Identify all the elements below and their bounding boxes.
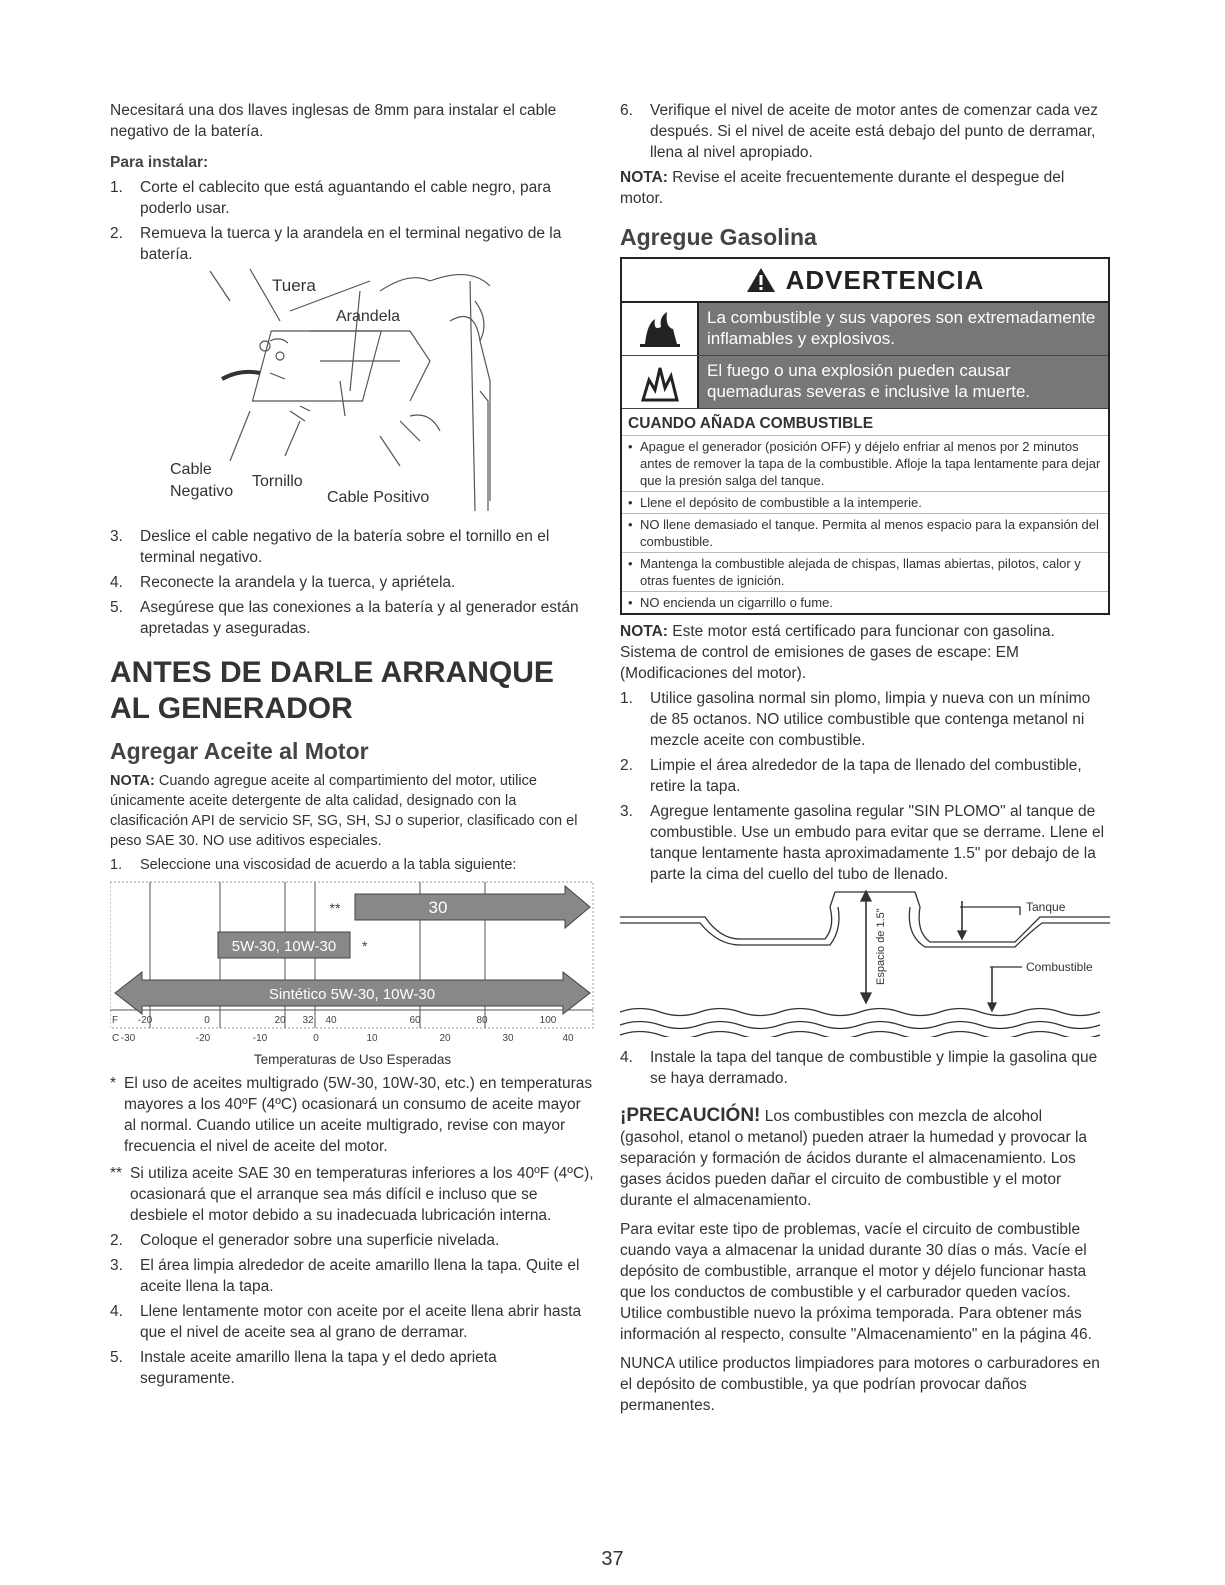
label-combustible: Combustible [1026,960,1093,974]
warning-row [622,303,1108,356]
warning-message: El fuego o una explosión pueden causar quemaduras severas e inclusive la muerte. [699,356,1108,408]
oil-note: NOTA: Cuando agregue aceite al compartimiento del motor, utilice únicamente aceite detergente de alta calidad, designado con la clasificación API de servicio SF, SG, SH, SJ o superior, clasificado con el peso SAE 30. NO use aditivos especiales. [110,773,578,849]
c-tick: 10 [366,1033,378,1044]
oil-heading: Agregar Aceite al Motor [110,738,369,764]
note: NOTA: Revise el aceite frecuentemente durante el despegue del motor. [620,169,1065,207]
flame-icon [622,303,699,355]
label-cable-negativo-1: Cable [170,461,212,478]
warning-header [622,259,1108,303]
oil-step: 3. El área limpia alrededor de aceite amarillo llena la tapa. Quite el aceite llena la tapa. [110,1257,580,1295]
c-unit: C [112,1033,120,1044]
label-arandela: Arandela [336,308,401,325]
storage-paragraph: Para evitar este tipo de problemas, vacíe el circuito de combustible cuando vaya a almacenar la unidad durante 30 días o más. Vacíe el depósito de combustible, arranque el motor y déjelo funcionar hasta que los conductos de combustible y el carburador queden vacíos. Utilice combustible nuevo la próxima temporada. Para obtener más información al respecto, consulte "Almacenamiento" en la página 46. [620,1221,1092,1343]
warning-box [620,257,1110,615]
warning-subheading: CUANDO AÑADA COMBUSTIBLE [628,415,874,432]
label-espacio: Espacio de 1.5" [875,908,887,985]
viscosity-chart [110,880,595,1050]
f-tick: 20 [274,1015,286,1026]
label-cable-positivo: Cable Positivo [327,489,430,506]
warning-title: ADVERTENCIA [785,264,985,295]
explosion-icon [622,356,699,408]
footnote: ** Si utiliza aceite SAE 30 en temperaturas inferiores a los 40ºF (4ºC), ocasionará que el arranque sea más difícil e incluso que se desbiele el motor debido a su inadecuada lubricación interna. [110,1165,594,1224]
label-tornillo: Tornillo [252,473,303,490]
bar-30-mark: ** [329,900,341,916]
install-heading: Para instalar: [110,154,209,171]
bar-30-label: 30 [428,898,448,917]
warning-bullet: • Apague el generador (posición OFF) y déjelo enfriar al menos por 2 minutos antes de remover la tapa de la combustible. Afloje la tapa lentamente para dejar que la presión salga del tanque. [622,435,1108,491]
warning-bullet: • Llene el depósito de combustible a la intemperie. [622,491,1108,513]
page-number: 37 [601,1548,624,1570]
gas-step: 2. Limpie el área alrededor de la tapa de llenado del combustible, retire la tapa. [620,757,1082,795]
oil-step: 4. Llene lentamente motor con aceite por el aceite llena abrir hasta que el nivel de aceite sea al grano de derramar. [110,1303,582,1341]
warning-bullet: • NO encienda un cigarrillo o fume. [622,591,1108,613]
note: NOTA: Este motor está certificado para funcionar con gasolina. Sistema de control de emisiones de gases de escape: EM (Modificaciones del motor). [620,623,1055,682]
f-tick: 40 [325,1015,337,1026]
fuel-tank-figure [620,887,1110,1037]
f-tick: 80 [476,1015,488,1026]
bar-5w30-mark: * [362,938,368,954]
battery-terminal-figure [110,261,595,526]
left-column [110,100,595,1389]
f-tick: 32 [302,1015,314,1026]
gas-step: 1. Utilice gasolina normal sin plomo, limpia y nueva con un mínimo de 85 octanos. NO utilice combustible que contenga metanol ni mezcle aceite con combustible. [620,690,1091,749]
right-column [620,100,1110,1416]
oil-step: 1. Seleccione una viscosidad de acuerdo a la tabla siguiente: [110,857,517,873]
install-step: 1. Corte el cablecito que está aguantando el cable negro, para poderlo usar. [110,179,552,217]
warning-bullet: • NO llene demasiado el tanque. Permita al menos espacio para la expansión del combustible. [622,513,1108,552]
oil-step: 5. Instale aceite amarillo llena la tapa y el dedo aprieta seguramente. [110,1349,497,1387]
install-step: 2. Remueva la tuerca y la arandela en el terminal negativo de la batería. [110,225,562,263]
install-step: 3. Deslice el cable negativo de la batería sobre el tornillo en el terminal negativo. [110,528,550,566]
c-tick: 0 [313,1033,319,1044]
c-tick: 40 [562,1033,574,1044]
oil-step: 6. Verifique el nivel de aceite de motor antes de comenzar cada vez después. Si el nivel de aceite está debajo del punto de derramar, llena al nivel apropiado. [620,102,1099,161]
main-heading: ANTES DE DARLE ARRANQUE AL GENERADOR [110,656,554,725]
f-tick: 60 [409,1015,421,1026]
oil-step: 2. Coloque el generador sobre una superficie nivelada. [110,1232,500,1249]
warning-bullet: • Mantenga la combustible alejada de chispas, llamas abiertas, pilotos, calor y otras fuentes de ignición. [622,552,1108,591]
bar-5w30-label: 5W-30, 10W-30 [231,938,337,955]
c-tick: -10 [252,1033,268,1044]
c-tick: 30 [502,1033,514,1044]
c-tick: -30 [120,1033,136,1044]
footnote: * El uso de aceites multigrado (5W-30, 10W-30, etc.) en temperaturas mayores a los 40ºF (4ºC) ocasionará un consumo de aceite mayor al normal. Cuando utilice un aceite multigrado, revise con mayor frecuencia el nivel de aceite del motor. [110,1075,593,1155]
chart-caption: Temperaturas de Uso Esperadas [253,1052,452,1067]
c-tick: -20 [195,1033,211,1044]
f-tick: -20 [137,1015,153,1026]
gas-step: 4. Instale la tapa del tanque de combustible y limpie la gasolina que se haya derramado. [620,1049,1098,1087]
label-cable-negativo-2: Negativo [170,483,234,500]
warning-row [622,356,1108,409]
label-tanque: Tanque [1026,900,1066,914]
install-step: 5. Asegúrese que las conexiones a la batería y al generador están apretadas y aseguradas. [110,599,579,637]
gas-heading: Agregue Gasolina [620,224,817,250]
bar-synthetic-label: Sintético 5W-30, 10W-30 [268,986,436,1003]
warning-triangle-icon [746,267,776,293]
f-unit: F [112,1015,119,1026]
label-tuera: Tuera [272,276,316,295]
intro-text: Necesitará una dos llaves inglesas de 8mm para instalar el cable negativo de la batería. [110,102,557,140]
c-tick: 20 [439,1033,451,1044]
caution-paragraph: ¡PRECAUCIÓN! Los combustibles con mezcla de alcohol (gasohol, etanol o metanol) pueden atraer la humedad y provocar la separación y formación de ácidos durante el almacenamiento. Los gases ácidos pueden dañar el circuito de combustible y el motor durante el almacenamiento. [620,1105,1088,1209]
f-tick: 0 [204,1015,210,1026]
warning-message: La combustible y sus vapores son extremadamente inflamables y explosivos. [699,303,1108,355]
install-step: 4. Reconecte la arandela y la tuerca, y apriétela. [110,574,456,591]
gas-step: 3. Agregue lentamente gasolina regular "SIN PLOMO" al tanque de combustible. Use un embudo para evitar que se derrame. Llene el tanque lentamente hasta aproximadamente 1.5" por debajo de la parte la cima del cuello del tubo de llenado. [620,803,1105,883]
f-tick: 100 [539,1015,557,1026]
cleaner-warning-paragraph: NUNCA utilice productos limpiadores para motores o carburadores en el depósito de combustible, ya que podrían provocar daños permanentes. [620,1355,1100,1414]
